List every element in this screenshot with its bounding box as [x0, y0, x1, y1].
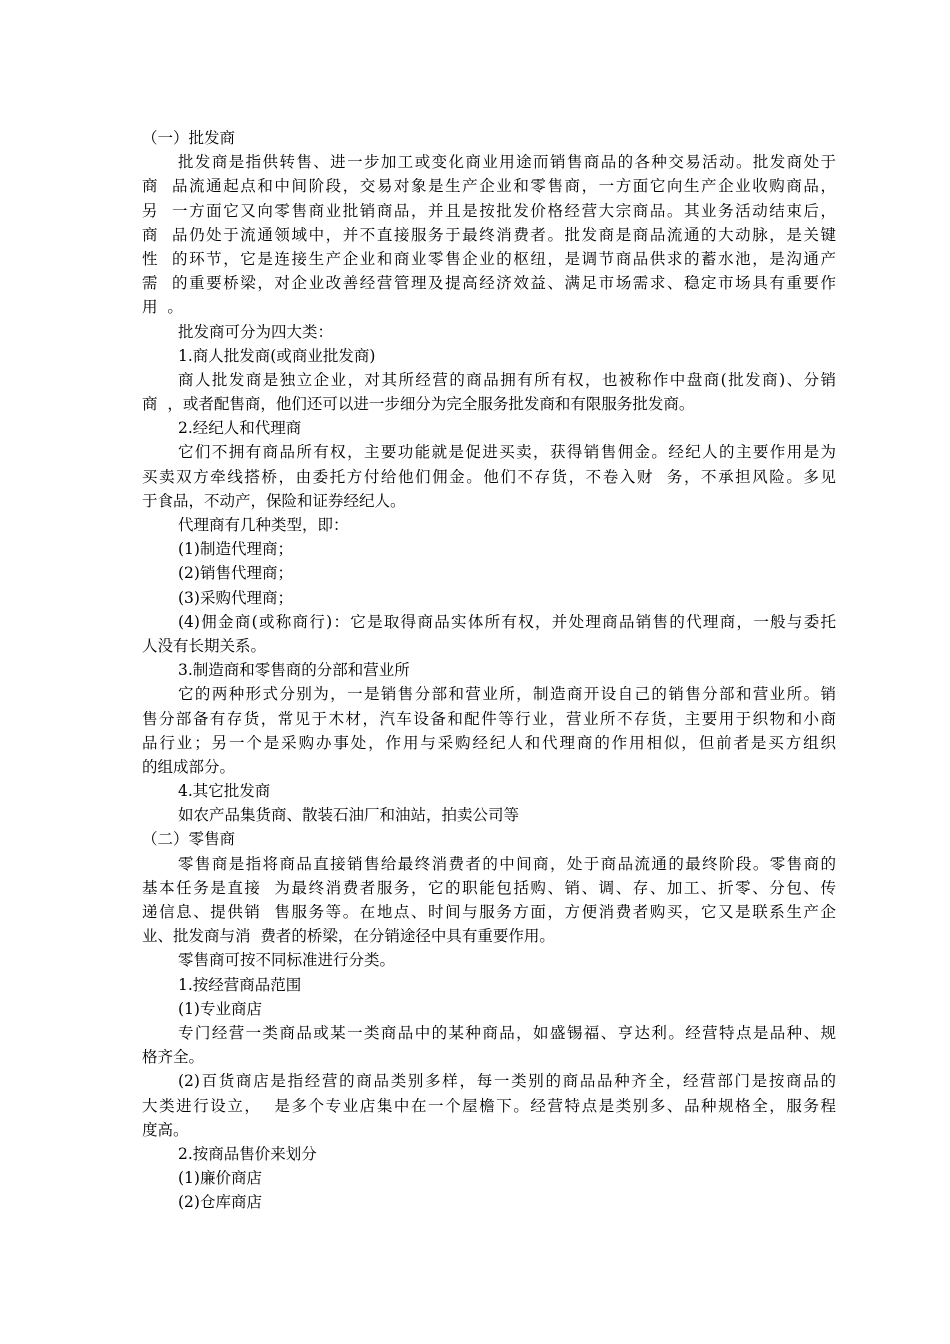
text-line: 用 。 — [142, 298, 183, 317]
text-line: 的组成部分。 — [142, 757, 236, 776]
text-line: 2.经纪人和代理商 — [178, 419, 302, 438]
text-line: 基本任务是直接 为最终消费者服务，它的职能包括购、销、调、存、加工、折零、分包、传 — [142, 878, 836, 897]
text-line: 商 ，或者配售商，他们还可以进一步细分为完全服务批发商和有限服务批发商。 — [142, 395, 695, 414]
text-line: 零售商是指将商品直接销售给最终消费者的中间商，处于商品流通的最终阶段。零售商的 — [178, 854, 836, 873]
text-line: 它的两种形式分别为，一是销售分部和营业所，制造商开设自己的销售分部和营业所。销 — [178, 685, 836, 704]
text-line: (3)采购代理商； — [178, 588, 293, 607]
text-line: 3.制造商和零售商的分部和营业所 — [178, 661, 410, 680]
text-line: 批发商可分为四大类： — [178, 322, 334, 341]
text-line: 业、批发商与消 费者的桥梁，在分销途径中具有重要作用。 — [142, 927, 555, 946]
text-line: 它们不拥有商品所有权，主要功能就是促进买卖，获得销售佣金。经纪人的主要作用是为 — [178, 443, 836, 462]
text-line: 格齐全。 — [142, 1048, 205, 1067]
text-line: 零售商可按不同标准进行分类。 — [178, 951, 396, 970]
text-line: 大类进行设立， 是多个专业店集中在一个屋檐下。经营特点是类别多、品种规格全，服务程 — [142, 1096, 836, 1115]
text-line: (2)百货商店是指经营的商品类别多样，每一类别的商品品种齐全，经营部门是按商品的 — [178, 1072, 836, 1091]
text-line: 4.其它批发商 — [178, 782, 271, 801]
text-line: (1)专业商店 — [178, 999, 262, 1018]
text-line: 2.按商品售价来划分 — [178, 1144, 317, 1163]
text-line: 品行业；另一个是采购办事处，作用与采购经纪人和代理商的作用相似，但前者是买方组织 — [142, 733, 836, 752]
text-line: 商人批发商是独立企业，对其所经营的商品拥有所有权，也被称作中盘商(批发商)、分销 — [178, 370, 836, 389]
text-line: (1)廉价商店 — [178, 1169, 262, 1188]
text-line: (2)仓库商店 — [178, 1193, 262, 1212]
text-line: 于食品，不动产，保险和证券经纪人。 — [142, 491, 406, 510]
text-line: 售分部备有存货，常见于木材，汽车设备和配件等行业，营业所不存货，主要用于织物和小商 — [142, 709, 836, 728]
text-line: （二）零售商 — [142, 830, 236, 849]
text-line: 专门经营一类商品或某一类商品中的某种商品，如盛锡福、亨达利。经营特点是品种、规 — [178, 1023, 836, 1042]
text-line: 1.商人批发商(或商业批发商) — [178, 346, 376, 365]
text-line: 度高。 — [142, 1120, 189, 1139]
text-line: 性 的环节，它是连接生产企业和商业零售企业的枢纽，是调节商品供求的蓄水池，是沟通产 — [142, 249, 836, 268]
text-line: (2)销售代理商； — [178, 564, 293, 583]
text-line: 另 一方面它又向零售商业批销商品，并且是按批发价格经营大宗商品。其业务活动结束后， — [142, 201, 836, 220]
text-line: 买卖双方牵线搭桥，由委托方付给他们佣金。他们不存货，不卷入财 务，不承担风险。多见 — [142, 467, 836, 486]
text-line: 人没有长期关系。 — [142, 636, 267, 655]
text-line: 代理商有几种类型，即： — [178, 516, 349, 534]
text-line: 商 品仍处于流通领域中，并不直接服务于最终消费者。批发商是商品流通的大动脉，是关键 — [142, 225, 836, 244]
text-line: （一）批发商 — [142, 129, 236, 147]
text-line: 批发商是指供转售、进一步加工或变化商业用途而销售商品的各种交易活动。批发商处于 — [178, 153, 836, 172]
text-line: 递信息、提供销 售服务等。在地点、时间与服务方面，方便消费者购买，它又是联系生产企 — [142, 903, 836, 921]
text-line: (1)制造代理商； — [178, 540, 293, 559]
text-line: (4)佣金商(或称商行)：它是取得商品实体所有权，并处理商品销售的代理商，一般与委托 — [178, 612, 836, 631]
text-line: 商 品流通起点和中间阶段，交易对象是生产企业和零售商，一方面它向生产企业收购商品， — [142, 177, 836, 196]
text-line: 1.按经营商品范围 — [178, 975, 302, 994]
text-line: 需 的重要桥梁，对企业改善经营管理及提高经济效益、满足市场需求、稳定市场具有重要作 — [142, 274, 836, 293]
text-line: 如农产品集货商、散装石油厂和油站，拍卖公司等 — [178, 806, 520, 825]
document-body — [142, 126, 836, 1214]
